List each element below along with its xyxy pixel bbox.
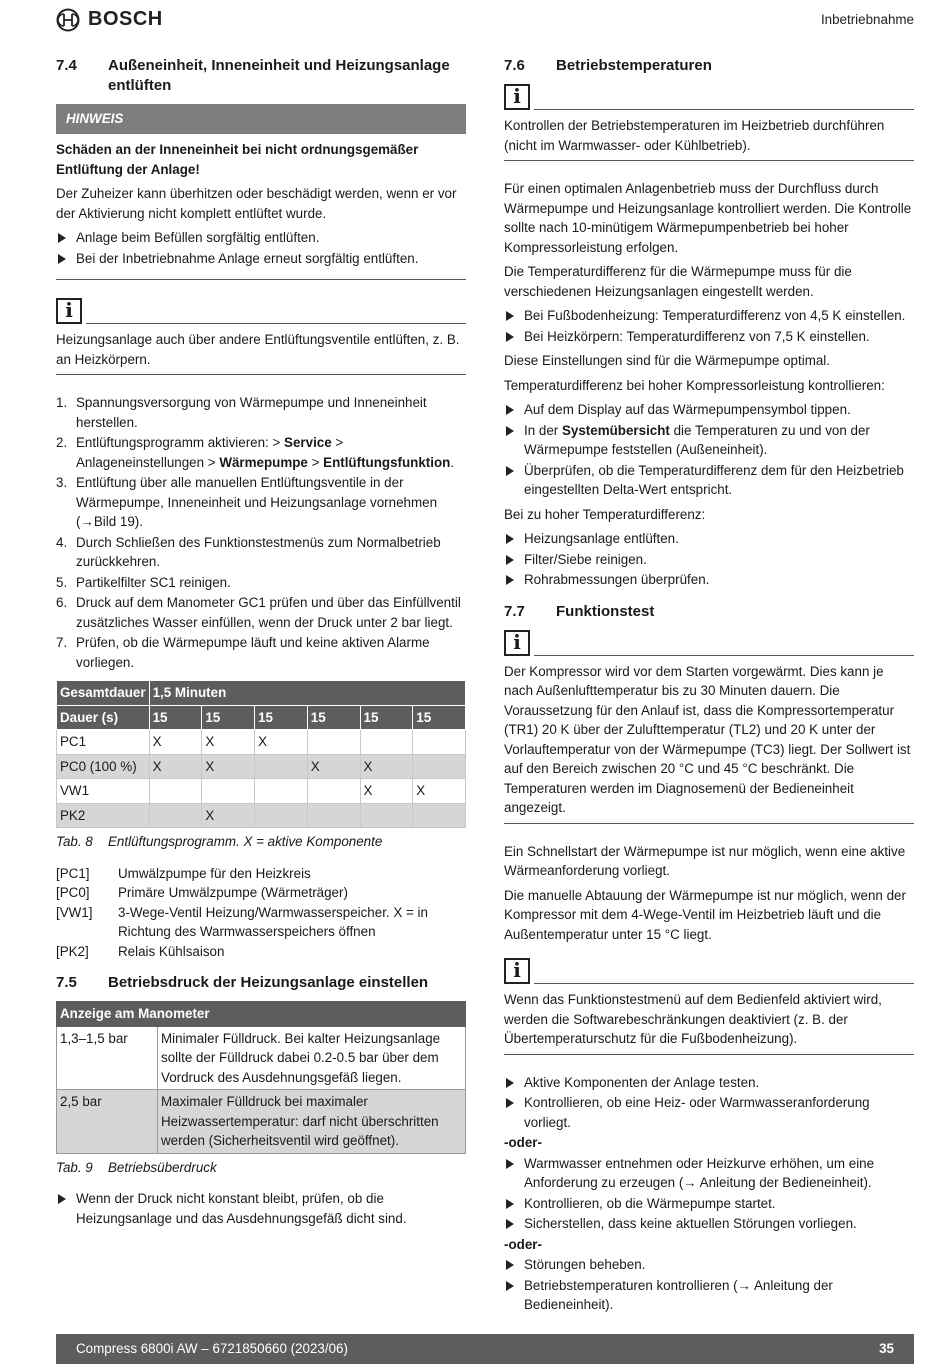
info-icon: i (504, 958, 530, 984)
info-text: Der Kompressor wird vor dem Starten vorgewärmt. Dies kann je nach Außenlufttemperatur bis zu 30 Minuten dauern. Die Voraussetzung für den Anlauf ist, dass die Kompressortemperatur (TR1) 20 K über der Zulufttemperatur (TL2) und 20 K unter der Vorlauftemperatur von der Wärmepumpe (TC3) liegt. Der Sollwert ist auf den Bereich zwischen 20 °C und 45 °C beschränkt. Die Temperaturen werden im Diagnosemenü der Bedieneinheit angezeigt. (504, 656, 914, 824)
info-text: Wenn das Funktionstestmenü auf dem Bedienfeld aktiviert wird, werden die Softwarebeschränkungen deaktiviert (z. B. der Übertemperaturschutz für die Fußbodenheizung). (504, 984, 914, 1055)
paragraph: Bei zu hoher Temperaturdifferenz: (504, 506, 706, 522)
footer-doc: Compress 6800i AW – 6721850660 (2023/06) (76, 1341, 348, 1357)
table-header: 15 (255, 705, 308, 730)
or-label: -oder- (504, 1236, 542, 1252)
or-label: -oder- (504, 1135, 542, 1150)
venting-program-table (56, 680, 466, 828)
fix-list (504, 529, 914, 590)
info-note (56, 298, 466, 375)
list-item: Anlage beim Befüllen sorgfältig entlüften. (56, 228, 466, 248)
pressure-list (56, 1189, 466, 1228)
notice-headline: Schäden an der Inneneinheit bei nicht ordnungsgemäßer Entlüftung der Anlage! (56, 142, 419, 177)
table-row: PC0 (100 %) X X X X (57, 754, 466, 779)
list-item: 7. Prüfen, ob die Wärmepumpe läuft und keine aktiven Alarme vorliegen. (56, 635, 430, 670)
section-heading-7-4: 7.4 Außeneinheit, Inneneinheit und Heizungsanlage entlüften (56, 57, 450, 94)
table-header: 15 (202, 705, 255, 730)
list-item: 1. Spannungsversorgung von Wärmepumpe und Inneneinheit herstellen. (56, 395, 427, 430)
list-item: Bei der Inbetriebnahme Anlage erneut sorgfältig entlüften. (56, 249, 466, 269)
right-column (504, 56, 914, 1320)
notice-label: HINWEIS (56, 104, 466, 134)
legend-item: [PK2] Relais Kühlsaison (56, 943, 225, 959)
table-caption: Tab. 9 Betriebsüberdruck (56, 1159, 217, 1175)
list-item: Kontrollieren, ob die Wärmepumpe startet. (504, 1194, 914, 1214)
check-list (504, 400, 914, 500)
running-head: Inbetriebnahme (820, 12, 914, 27)
table-header: 15 (413, 705, 466, 730)
table-row: PK2 X (57, 803, 466, 828)
list-item: Filter/Siebe reinigen. (504, 550, 914, 570)
info-icon: i (504, 630, 530, 656)
table-header: 15 (360, 705, 413, 730)
list-item: Störungen beheben. (504, 1255, 914, 1275)
list-item: Auf dem Display auf das Wärmepumpensymbol tippen. (504, 400, 914, 420)
table-header: Gesamtdauer (57, 681, 150, 706)
steps-list (56, 393, 466, 672)
list-item: Wenn der Druck nicht konstant bleibt, prüfen, ob die Heizungsanlage und das Ausdehnungsgefäß dicht sind. (56, 1189, 466, 1228)
page-number: 35 (879, 1341, 894, 1357)
paragraph: Die manuelle Abtauung der Wärmepumpe ist nur möglich, wenn der Kompressor mit dem 4-Wege-Ventil im Heizbetrieb läuft und die Außentemperatur unter 15 °C liegt. (504, 887, 906, 942)
legend (56, 864, 466, 962)
info-icon: i (504, 84, 530, 110)
list-item: Bei Heizkörpern: Temperaturdifferenz von 7,5 K einstellen. (504, 327, 914, 347)
section-heading-7-7: 7.7 Funktionstest (504, 602, 655, 620)
list-item: 2. Entlüftungsprogramm aktivieren: > Service > Anlageneinstellungen > Wärmepumpe > Entlüftungsfunktion. (56, 435, 455, 470)
info-note (504, 958, 914, 1055)
list-item: Heizungsanlage entlüften. (504, 529, 914, 549)
paragraph: Die Temperaturdifferenz für die Wärmepumpe muss für die verschiedenen Heizungsanlagen eingestellt werden. (504, 264, 852, 299)
list-item: In der Systemübersicht die Temperaturen zu und von der Wärmepumpe feststellen (Außeneinheit). (504, 421, 914, 460)
list-item: 4. Durch Schließen des Funktionstestmenüs zum Normalbetrieb zurückkehren. (56, 534, 441, 569)
table-row: VW1 X X (57, 779, 466, 804)
table-header: 15 (149, 705, 202, 730)
temperature-list (504, 306, 914, 346)
paragraph: Für einen optimalen Anlagenbetrieb muss der Durchfluss durch Wärmepumpe und Heizungsanlage kontrolliert werden. Die Kontrolle sollte nach 10-minütigem Wärmepumpenbetrieb bei hoher Kompressorleistung erfolgen. (504, 181, 912, 255)
info-note (504, 630, 914, 824)
legend-item: [VW1] 3-Wege-Ventil Heizung/Warmwasserspeicher. X = in Richtung des Warmwasserspeichers öffnen (56, 904, 428, 939)
notice-box (56, 134, 466, 280)
test-list-alt (504, 1154, 914, 1234)
brand-name: BOSCH (88, 8, 163, 31)
left-column (56, 56, 466, 1233)
list-item: Aktive Komponenten der Anlage testen. (504, 1073, 914, 1093)
info-note (504, 84, 914, 161)
legend-item: [PC0] Primäre Umwälzpumpe (Wärmeträger) (56, 885, 348, 900)
paragraph: Ein Schnellstart der Wärmepumpe ist nur möglich, wenn eine aktive Wärmeanforderung vorliegt. (504, 843, 906, 878)
list-item: Rohrabmessungen überprüfen. (504, 570, 914, 590)
info-text: Heizungsanlage auch über andere Entlüftungsventile entlüften, z. B. an Heizkörpern. (56, 324, 466, 375)
legend-item: [PC1] Umwälzpumpe für den Heizkreis (56, 865, 311, 881)
list-item: Warmwasser entnehmen oder Heizkurve erhöhen, um eine Anforderung zu erzeugen (→ Anleitung der Bedieneinheit). (504, 1154, 914, 1193)
paragraph: Temperaturdifferenz bei hoher Kompressorleistung kontrollieren: (504, 377, 885, 393)
table-header: 15 (307, 705, 360, 730)
table-row: PC1 X X X (57, 730, 466, 755)
notice-text: Der Zuheizer kann überhitzen oder beschädigt werden, wenn er vor der Aktivierung nicht komplett entlüftet wurde. (56, 186, 457, 221)
list-item: 6. Druck auf dem Manometer GC1 prüfen und über das Einfüllventil zusätzliches Wasser einfüllen, wenn der Druck unter 2 bar liegt. (56, 595, 461, 630)
section-heading-7-6: 7.6 Betriebstemperaturen (504, 57, 712, 74)
section-heading-7-5: 7.5 Betriebsdruck der Heizungsanlage einstellen (56, 974, 429, 991)
table-header: Dauer (s) (57, 705, 150, 730)
paragraph: Diese Einstellungen sind für die Wärmepumpe optimal. (504, 353, 830, 368)
test-list-final (504, 1255, 914, 1315)
list-item: Bei Fußbodenheizung: Temperaturdifferenz von 4,5 K einstellen. (504, 306, 914, 326)
list-item: Überprüfen, ob die Temperaturdifferenz dem für den Heizbetrieb eingestellten Delta-Wert entspricht. (504, 461, 914, 500)
info-text: Kontrollen der Betriebstemperaturen im Heizbetrieb durchführen (nicht im Warmwasser- oder Kühlbetrieb). (504, 110, 914, 161)
info-icon: i (56, 298, 82, 324)
table-header: Anzeige am Manometer (57, 1002, 466, 1027)
table-caption: Tab. 8 Entlüftungsprogramm. X = aktive Komponente (56, 834, 383, 849)
bosch-logo-icon (56, 8, 80, 32)
list-item: 5. Partikelfilter SC1 reinigen. (56, 574, 231, 590)
table-row: 1,3–1,5 bar Minimaler Fülldruck. Bei kalter Heizungsanlage sollte der Fülldruck dabei 0.2-0.5 bar über dem Vordruck des Ausdehnungsgefäß liegen. (57, 1026, 466, 1090)
table-row: 2,5 bar Maximaler Fülldruck bei maximaler Heizwassertemperatur: darf nicht überschritten werden (Sicherheitsventil wird geöffnet). (57, 1090, 466, 1154)
notice-list (56, 228, 466, 268)
list-item: Betriebstemperaturen kontrollieren (→ Anleitung der Bedieneinheit). (504, 1276, 914, 1315)
page-footer (56, 1334, 914, 1364)
list-item: Kontrollieren, ob eine Heiz- oder Warmwasseranforderung vorliegt. (504, 1093, 914, 1132)
list-item: 3. Entlüftung über alle manuellen Entlüftungsventile in der Wärmepumpe, Inneneinheit und Heizungsanlage vornehmen (→Bild 19). (56, 475, 438, 529)
test-list (504, 1073, 914, 1133)
table-header: 1,5 Minuten (149, 681, 465, 706)
pressure-table (56, 1001, 466, 1154)
brand-header (56, 8, 163, 32)
list-item: Sicherstellen, dass keine aktuellen Störungen vorliegen. (504, 1214, 914, 1234)
